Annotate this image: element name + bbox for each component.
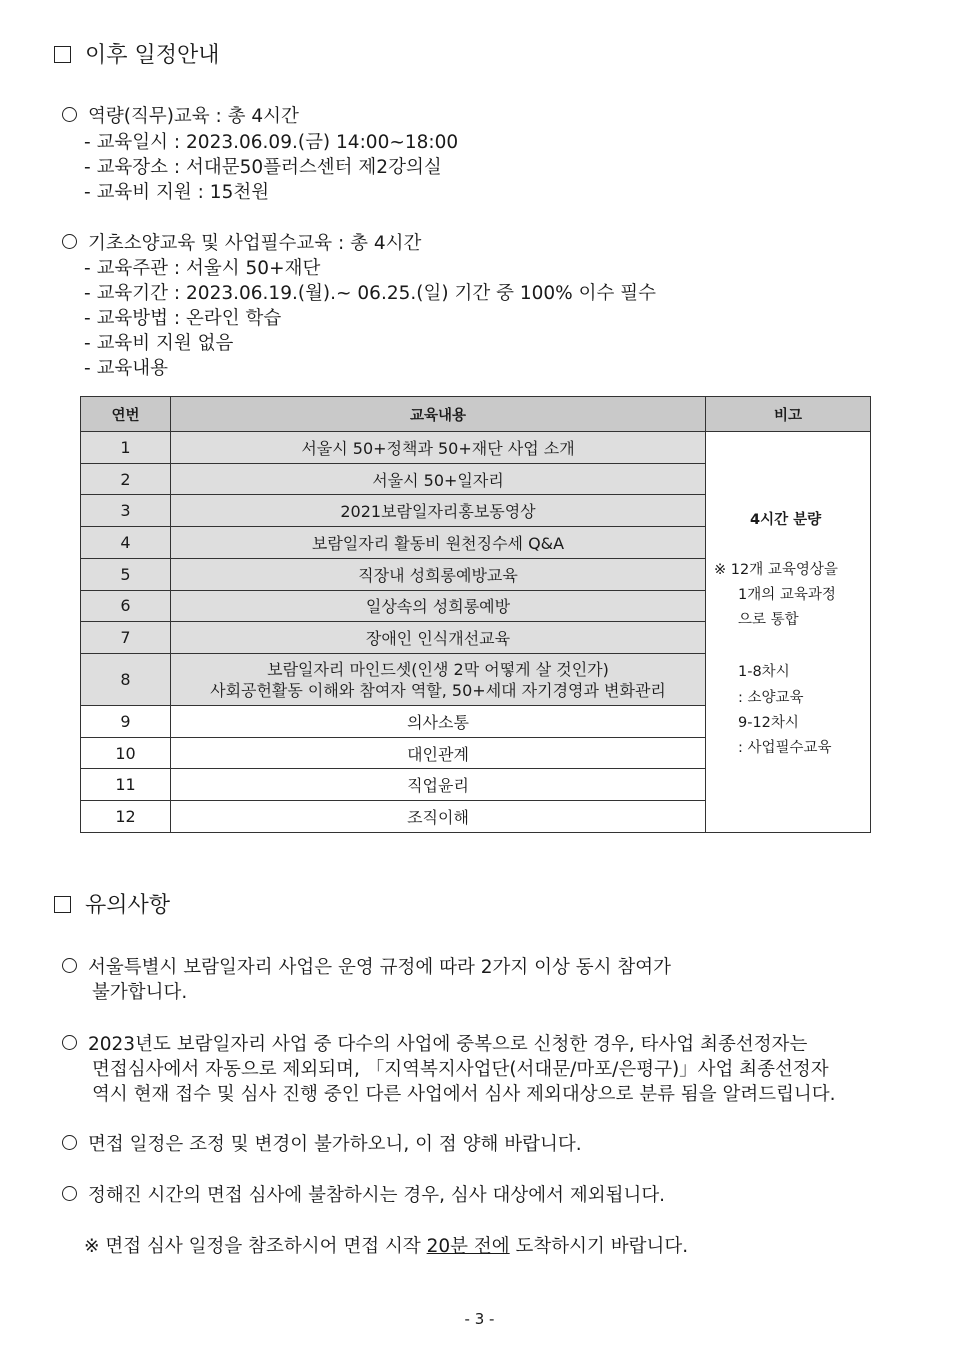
table-row [81,432,871,464]
block1-item: - 교육장소 : 서대문50플러스센터 제2강의실 [84,157,442,178]
row-content: 장애인 인식개선교육 [171,622,706,654]
education-content-table [80,396,871,833]
row-content: 직장내 성희롱예방교육 [171,558,706,590]
note-line: 1개의 교육과정 [738,587,836,603]
notice-item-1-cont: 불가합니다. [92,982,188,1003]
note-line: : 소양교육 [738,690,804,706]
row-content: 일상속의 성희롱예방 [171,590,706,622]
row-content: 서울시 50+일자리 [171,463,706,495]
row-no: 1 [81,432,171,464]
row-content: 서울시 50+정책과 50+재단 사업 소개 [171,432,706,464]
row-no: 12 [81,801,171,833]
row-no: 3 [81,495,171,527]
block2-item: - 교육내용 [84,358,169,379]
notice-item-2-cont: 면접심사에서 자동으로 제외되며, 「지역복지사업단(서대문/마포/은평구)」사업 최종선정자 [92,1059,829,1080]
circle-bullet-icon [62,958,77,973]
circle-bullet-icon [62,1135,77,1150]
header-note: 비고 [706,397,871,432]
row-no: 9 [81,706,171,738]
block1-item: - 교육비 지원 : 15천원 [84,182,270,203]
block2-title: 기초소양교육 및 사업필수교육 : 총 4시간 [62,229,421,255]
page-number: - 3 - [464,1310,495,1328]
row-content: 보람일자리 활동비 원천징수세 Q&A [171,527,706,559]
circle-bullet-icon [62,1035,77,1050]
row-no: 6 [81,590,171,622]
header-content: 교육내용 [171,397,706,432]
row-no: 8 [81,653,171,705]
table-header-row [81,397,871,432]
section-heading-schedule: 이후 일정안내 [54,38,220,69]
note-line: 9-12차시 [738,715,799,731]
row-no: 2 [81,463,171,495]
block1-title: 역량(직무)교육 : 총 4시간 [62,102,299,128]
underlined-time: 20분 전에 [426,1236,510,1257]
block2-item: - 교육주관 : 서울시 50+재단 [84,258,321,279]
note-line: : 사업필수교육 [738,740,832,756]
row-no: 11 [81,769,171,801]
arrival-note: ※ 면접 심사 일정을 참조하시어 면접 시작 20분 전에 도착하시기 바랍니다. [84,1236,689,1257]
notice-item-1: 서울특별시 보람일자리 사업은 운영 규정에 따라 2가지 이상 동시 참여가 [62,953,671,979]
header-no: 연번 [81,397,171,432]
block2-item: - 교육비 지원 없음 [84,333,234,354]
row-no: 4 [81,527,171,559]
row-no: 10 [81,737,171,769]
row-content: 보람일자리 마인드셋(인생 2막 어떻게 살 것인가) 사회공헌활동 이해와 참여자 역할, 50+세대 자기경영과 변화관리 [171,653,706,705]
notice-item-3: 면접 일정은 조정 및 변경이 불가하오니, 이 점 양해 바랍니다. [62,1130,582,1156]
circle-bullet-icon [62,234,77,249]
note-line: ※ 12개 교육영상을 [714,562,838,578]
block2-item: - 교육기간 : 2023.06.19.(월).~ 06.25.(일) 기간 중 100% 이수 필수 [84,283,656,304]
note-line: 1-8차시 [738,664,790,680]
notice-item-4: 정해진 시간의 면접 심사에 불참하시는 경우, 심사 대상에서 제외됩니다. [62,1181,665,1207]
square-bullet-icon [54,896,71,913]
section-heading-notes: 유의사항 [54,888,170,919]
row-no: 7 [81,622,171,654]
notice-item-2: 2023년도 보람일자리 사업 중 다수의 사업에 중복으로 신청한 경우, 타사업 최종선정자는 [62,1030,807,1056]
row-content: 2021보람일자리홍보동영상 [171,495,706,527]
block1-item: - 교육일시 : 2023.06.09.(금) 14:00~18:00 [84,132,459,153]
notice-item-2-cont: 역시 현재 접수 및 심사 진행 중인 다른 사업에서 심사 제외대상으로 분류 됨을 알려드립니다. [92,1084,836,1105]
square-bullet-icon [54,46,71,63]
row-no: 5 [81,558,171,590]
note-cell [706,432,871,833]
row-content: 의사소통 [171,706,706,738]
row-content: 직업윤리 [171,769,706,801]
block2-item: - 교육방법 : 온라인 학습 [84,308,282,329]
circle-bullet-icon [62,1186,77,1201]
circle-bullet-icon [62,107,77,122]
note-title: 4시간 분량 [750,512,822,528]
row-content: 대인관계 [171,737,706,769]
row-content: 조직이해 [171,801,706,833]
note-line: 으로 통합 [738,612,799,628]
